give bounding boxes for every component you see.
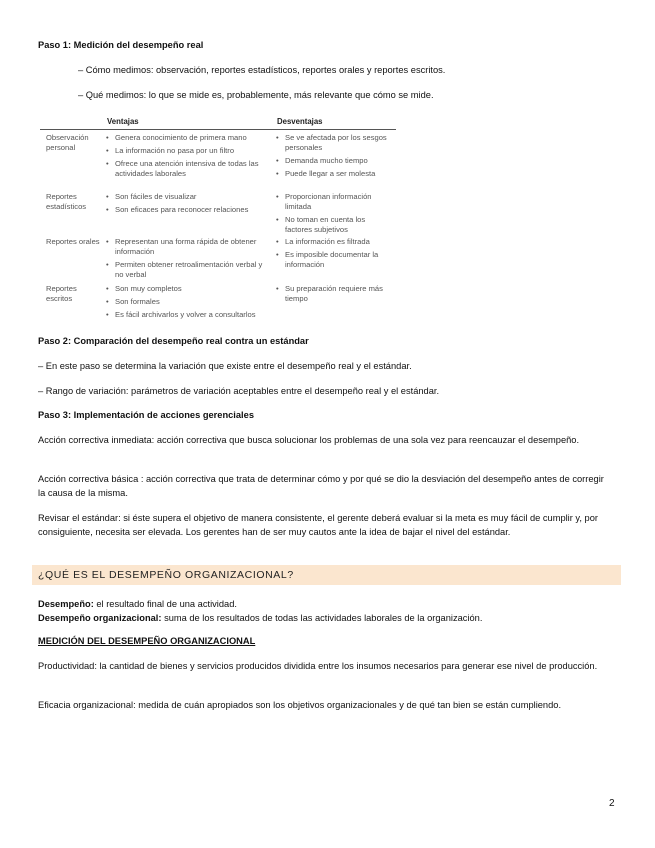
table-row-label: Reportes orales	[46, 237, 100, 246]
paragraph-productividad: Productividad: la cantidad de bienes y servicios producidos dividida entre los insumos necesarios para generar ese nivel de producción.	[38, 661, 598, 671]
list-item: • Genera conocimiento de primera mano	[106, 133, 272, 143]
paragraph-eficacia: Eficacia organizacional: medida de cuán apropiados son los objetivos organizacionales y de qué tan bien se están cumpliendo.	[38, 700, 562, 710]
definition-text: suma de los resultados de todas las actividades laborales de la organización.	[161, 613, 483, 623]
definition-term: Desempeño organizacional:	[38, 613, 162, 623]
table-row-label: Reportes estadísticos	[46, 192, 87, 211]
step1-heading: Paso 1: Medición del desempeño real	[38, 40, 204, 50]
step3-paragraph-revise: Revisar el estándar: si éste supera el objetivo de manera consistente, el gerente deberá evaluar si la meta es muy fácil de cumplir y, por consiguiente, necesita ser elevada. Los gerentes han de ser muy cautos ante la idea de bajar el nivel del estándar.	[38, 513, 598, 537]
definition-desempeno	[38, 597, 237, 611]
step1-bullet-what: – Qué medimos: lo que se mide es, probablemente, más relevante que cómo se mide.	[78, 90, 434, 100]
table-header-desventajas: Desventajas	[277, 117, 323, 126]
list-item: • La información no pasa por un filtro	[106, 146, 272, 156]
list-item: • Demanda mucho tiempo	[276, 156, 392, 166]
step1-bullet-how: – Cómo medimos: observación, reportes estadísticos, reportes orales y reportes escritos.	[78, 65, 446, 75]
step3-paragraph-immediate: Acción correctiva inmediata: acción correctiva que busca solucionar los problemas de una sola vez para reencauzar el desempeño.	[38, 435, 580, 445]
measurement-methods-table	[40, 117, 396, 325]
definition-term: Desempeño:	[38, 599, 94, 609]
section-banner-title: ¿QUÉ ES EL DESEMPEÑO ORGANIZACIONAL?	[38, 569, 294, 581]
table-row-label: Reportes escritos	[46, 284, 77, 303]
definition-desempeno-organizacional	[38, 611, 482, 625]
page-number: 2	[609, 798, 615, 809]
ventajas-list	[106, 133, 272, 182]
ventajas-list	[106, 237, 272, 283]
list-item: • La información es filtrada	[276, 237, 392, 247]
list-item: • Ofrece una atención intensiva de todas las actividades laborales	[106, 159, 272, 179]
step2-heading: Paso 2: Comparación del desempeño real contra un estándar	[38, 336, 309, 346]
list-item: • Son muy completos	[106, 284, 272, 294]
list-item: • Son fáciles de visualizar	[106, 192, 272, 202]
desventajas-list	[276, 284, 392, 307]
section-banner	[32, 565, 621, 585]
list-item: • Su preparación requiere más tiempo	[276, 284, 392, 304]
list-item: • Es imposible documentar la información	[276, 250, 392, 270]
list-item: • Proporcionan información limitada	[276, 192, 392, 212]
step3-heading: Paso 3: Implementación de acciones gerenciales	[38, 410, 254, 420]
list-item: • Son formales	[106, 297, 272, 307]
definition-text: el resultado final de una actividad.	[93, 599, 237, 609]
list-item: • Puede llegar a ser molesta	[276, 169, 392, 179]
list-item: • Es fácil archivarlos y volver a consultarlos	[106, 310, 272, 320]
step2-line-range: – Rango de variación: parámetros de variación aceptables entre el desempeño real y el estándar.	[38, 386, 440, 396]
list-item: • Se ve afectada por los sesgos personales	[276, 133, 392, 153]
table-header-ventajas: Ventajas	[107, 117, 139, 126]
desventajas-list	[276, 237, 392, 273]
list-item: • Son eficaces para reconocer relaciones	[106, 205, 272, 215]
ventajas-list	[106, 192, 272, 218]
subheading-medicion: MEDICIÓN DEL DESEMPEÑO ORGANIZACIONAL	[38, 636, 256, 646]
step2-line-variation: – En este paso se determina la variación que existe entre el desempeño real y el estándar.	[38, 361, 412, 371]
desventajas-list	[276, 192, 392, 238]
table-row-label: Observación personal	[46, 133, 89, 152]
list-item: • Representan una forma rápida de obtener información	[106, 237, 272, 257]
table-header-rule	[40, 129, 396, 130]
list-item: • Permiten obtener retroalimentación verbal y no verbal	[106, 260, 272, 280]
ventajas-list	[106, 284, 272, 323]
step3-paragraph-basic: Acción correctiva básica : acción correctiva que trata de determinar cómo y por qué se dio la desviación del desempeño antes de corregir la causa de la misma.	[38, 474, 604, 498]
desventajas-list	[276, 133, 392, 182]
list-item: • No toman en cuenta los factores subjetivos	[276, 215, 392, 235]
